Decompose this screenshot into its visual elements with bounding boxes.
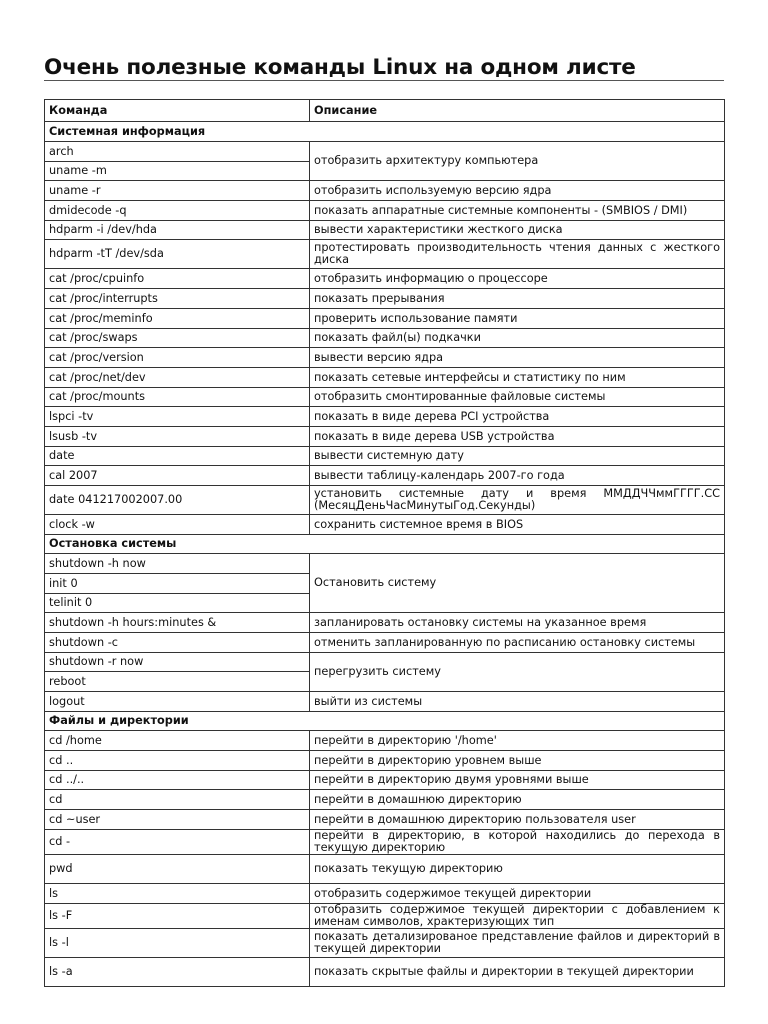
command-cell: cd ~user (45, 810, 310, 830)
description-cell: установить системные дату и время ММДДЧЧммГГГГ.СС (МесяцДеньЧасМинутыГод.Секунды) (310, 486, 725, 515)
description-cell: перейти в директорию '/home' (310, 731, 725, 751)
command-cell: cat /proc/mounts (45, 388, 310, 407)
command-cell: pwd (45, 855, 310, 884)
command-cell: dmidecode -q (45, 201, 310, 221)
table-row (45, 731, 725, 751)
page-title: Очень полезные команды Linux на одном листе (44, 55, 636, 80)
command-cell: hdparm -tT /dev/sda (45, 240, 310, 269)
description-cell: показать в виде дерева USB устройства (310, 427, 725, 447)
command-cell: lsusb -tv (45, 427, 310, 447)
command-cell: shutdown -c (45, 633, 310, 653)
command-cell: cd ../.. (45, 771, 310, 790)
table-row (45, 201, 725, 221)
table-row (45, 692, 725, 712)
commands-table-body (45, 100, 725, 987)
description-cell: отобразить информацию о процессоре (310, 269, 725, 289)
description-cell: показать аппаратные системные компоненты - (SMBIOS / DMI) (310, 201, 725, 221)
description-cell: отобразить архитектуру компьютера (310, 142, 725, 181)
section-row (45, 712, 725, 731)
table-row (45, 855, 725, 884)
description-cell: перейти в домашнюю директорию пользователя user (310, 810, 725, 830)
table-row (45, 368, 725, 388)
command-cell: uname -r (45, 181, 310, 201)
title-divider (44, 80, 724, 81)
description-cell: вывести характеристики жесткого диска (310, 221, 725, 240)
description-cell: перейти в директорию, в которой находились до перехода в текущую директорию (310, 830, 725, 855)
command-cell: shutdown -h hours:minutes & (45, 613, 310, 633)
command-cell: cd .. (45, 751, 310, 771)
description-cell: показать прерывания (310, 289, 725, 309)
table-row (45, 388, 725, 407)
command-cell: telinit 0 (45, 594, 310, 613)
description-cell: показать текущую директорию (310, 855, 725, 884)
table-row (45, 221, 725, 240)
command-cell: lspci -tv (45, 407, 310, 427)
description-cell: перейти в директорию уровнем выше (310, 751, 725, 771)
table-row (45, 929, 725, 958)
table-row (45, 653, 725, 672)
table-row (45, 904, 725, 929)
description-cell: перейти в домашнюю директорию (310, 790, 725, 810)
table-row (45, 289, 725, 309)
command-cell: clock -w (45, 515, 310, 535)
description-cell: вывести версию ядра (310, 348, 725, 368)
commands-table (44, 99, 725, 987)
table-row (45, 329, 725, 348)
command-cell: cat /proc/cpuinfo (45, 269, 310, 289)
command-cell: shutdown -r now (45, 653, 310, 672)
section-row (45, 535, 725, 554)
section-title: Остановка системы (45, 535, 725, 554)
command-cell: date 041217002007.00 (45, 486, 310, 515)
command-cell: cat /proc/interrupts (45, 289, 310, 309)
table-row (45, 269, 725, 289)
description-cell: показать файл(ы) подкачки (310, 329, 725, 348)
description-cell: выйти из системы (310, 692, 725, 712)
description-cell: перегрузить систему (310, 653, 725, 692)
table-row (45, 407, 725, 427)
command-cell: reboot (45, 672, 310, 692)
command-cell: cat /proc/meminfo (45, 309, 310, 329)
table-row (45, 348, 725, 368)
description-cell: отменить запланированную по расписанию остановку системы (310, 633, 725, 653)
table-row (45, 771, 725, 790)
command-cell: uname -m (45, 162, 310, 181)
description-cell: протестировать производительность чтения данных с жесткого диска (310, 240, 725, 269)
command-cell: hdparm -i /dev/hda (45, 221, 310, 240)
command-cell: cat /proc/swaps (45, 329, 310, 348)
description-cell: отобразить используемую версию ядра (310, 181, 725, 201)
table-row (45, 790, 725, 810)
section-title: Файлы и директории (45, 712, 725, 731)
table-row (45, 751, 725, 771)
description-cell: отобразить смонтированные файловые системы (310, 388, 725, 407)
column-header-description: Описание (310, 100, 725, 122)
description-cell: отобразить содержимое текущей директории (310, 884, 725, 904)
description-cell: отобразить содержимое текущей директории с добавлением к именам символов, храктеризующих тип (310, 904, 725, 929)
description-cell: вывести таблицу-календарь 2007-го года (310, 466, 725, 486)
command-cell: arch (45, 142, 310, 162)
table-row (45, 830, 725, 855)
command-cell: init 0 (45, 574, 310, 594)
command-cell: shutdown -h now (45, 554, 310, 574)
description-cell: вывести системную дату (310, 447, 725, 466)
command-cell: ls -F (45, 904, 310, 929)
table-row (45, 142, 725, 162)
command-cell: cat /proc/version (45, 348, 310, 368)
command-cell: cat /proc/net/dev (45, 368, 310, 388)
table-row (45, 240, 725, 269)
description-cell: Остановить систему (310, 554, 725, 613)
table-row (45, 447, 725, 466)
description-cell: проверить использование памяти (310, 309, 725, 329)
table-row (45, 554, 725, 574)
table-row (45, 810, 725, 830)
table-row (45, 427, 725, 447)
command-cell: date (45, 447, 310, 466)
table-row (45, 884, 725, 904)
description-cell: показать в виде дерева PCI устройства (310, 407, 725, 427)
section-row (45, 122, 725, 142)
table-row (45, 466, 725, 486)
table-row (45, 181, 725, 201)
table-row (45, 613, 725, 633)
table-header-row (45, 100, 725, 122)
description-cell: показать скрытые файлы и директории в текущей директории (310, 958, 725, 987)
table-row (45, 633, 725, 653)
command-cell: cd (45, 790, 310, 810)
table-row (45, 486, 725, 515)
command-cell: logout (45, 692, 310, 712)
command-cell: ls (45, 884, 310, 904)
table-row (45, 309, 725, 329)
table-row (45, 515, 725, 535)
description-cell: показать детализированое представление файлов и директорий в текущей директории (310, 929, 725, 958)
description-cell: показать сетевые интерфейсы и статистику по ним (310, 368, 725, 388)
command-cell: cd /home (45, 731, 310, 751)
table-row (45, 958, 725, 987)
command-cell: cd - (45, 830, 310, 855)
column-header-command: Команда (45, 100, 310, 122)
description-cell: перейти в директорию двумя уровнями выше (310, 771, 725, 790)
command-cell: ls -l (45, 929, 310, 958)
section-title: Системная информация (45, 122, 725, 142)
description-cell: сохранить системное время в BIOS (310, 515, 725, 535)
description-cell: запланировать остановку системы на указанное время (310, 613, 725, 633)
command-cell: ls -a (45, 958, 310, 987)
command-cell: cal 2007 (45, 466, 310, 486)
